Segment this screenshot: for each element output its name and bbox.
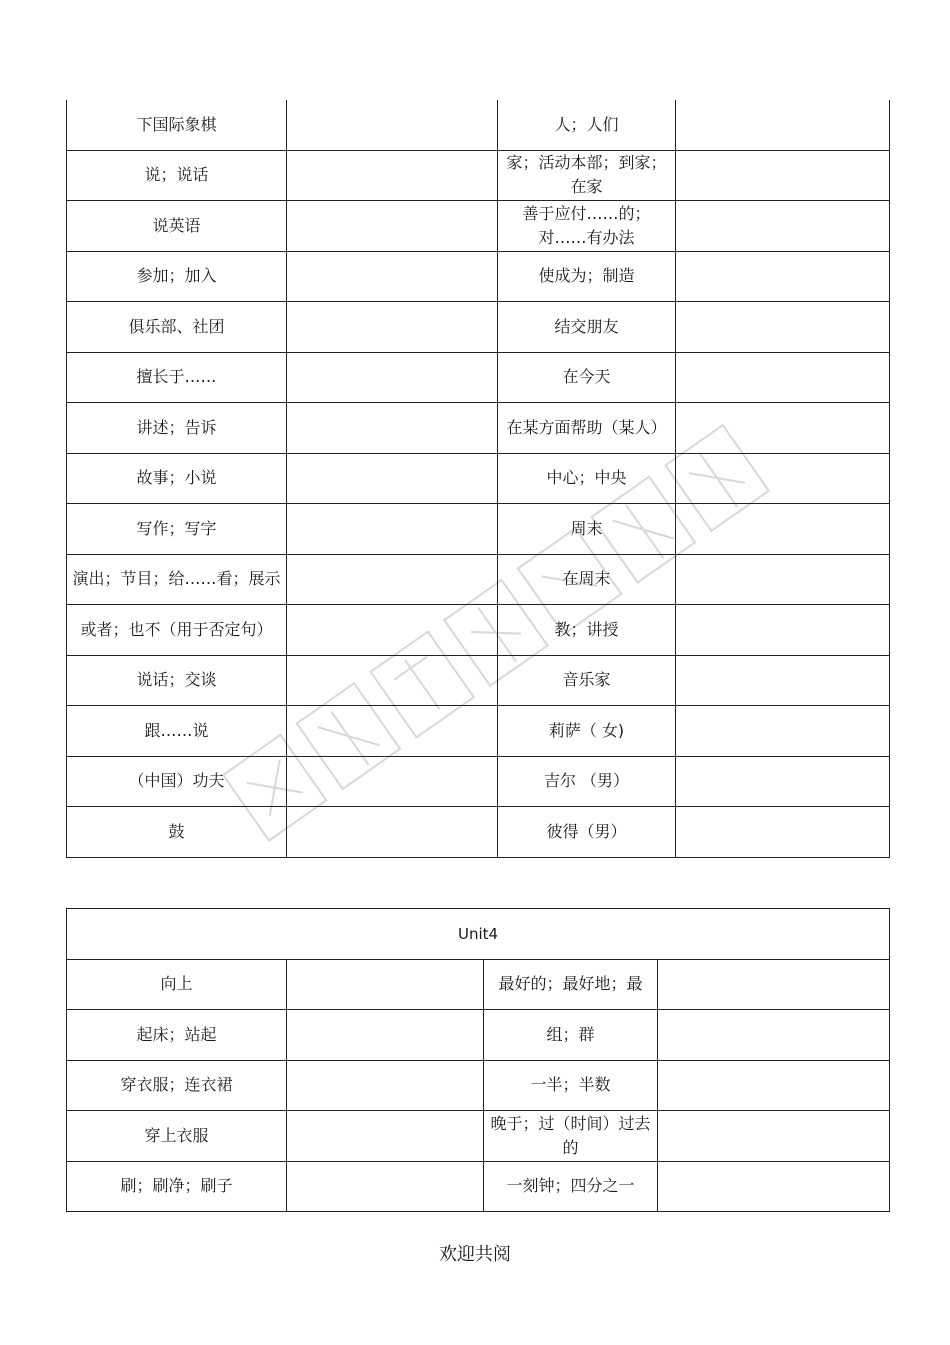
table-row xyxy=(67,959,890,1010)
answer-cell[interactable] xyxy=(287,1060,484,1111)
chinese-term-cell: 或者；也不（用于否定句） xyxy=(67,605,287,656)
table-row xyxy=(67,251,890,302)
chinese-term-cell: 周末 xyxy=(498,504,676,555)
unit-title: Unit4 xyxy=(67,909,890,960)
chinese-term-cell: 吉尔 （男） xyxy=(498,756,676,807)
chinese-term-cell: 鼓 xyxy=(67,807,287,858)
chinese-term-cell: 故事；小说 xyxy=(67,453,287,504)
unit-title-row xyxy=(67,909,890,960)
chinese-term-cell: 晚于；过（时间）过去的 xyxy=(484,1111,658,1162)
chinese-term-cell: 说话；交谈 xyxy=(67,655,287,706)
table-row xyxy=(67,150,890,201)
table-row xyxy=(67,756,890,807)
answer-cell[interactable] xyxy=(287,605,498,656)
answer-cell[interactable] xyxy=(287,504,498,555)
chinese-term-cell: 一半；半数 xyxy=(484,1060,658,1111)
vocab-table-unit4 xyxy=(66,908,890,1212)
chinese-term-cell: 下国际象棋 xyxy=(67,100,287,150)
table-row xyxy=(67,655,890,706)
answer-cell[interactable] xyxy=(676,655,890,706)
answer-cell[interactable] xyxy=(676,504,890,555)
chinese-term-cell: 在某方面帮助（某人） xyxy=(498,403,676,454)
chinese-term-cell: 穿衣服；连衣裙 xyxy=(67,1060,287,1111)
chinese-term-cell: 组；群 xyxy=(484,1010,658,1061)
chinese-term-cell: 参加；加入 xyxy=(67,251,287,302)
answer-cell[interactable] xyxy=(676,352,890,403)
answer-cell[interactable] xyxy=(287,251,498,302)
answer-cell[interactable] xyxy=(676,605,890,656)
answer-cell[interactable] xyxy=(287,1161,484,1212)
chinese-term-cell: 善于应付……的；对……有办法 xyxy=(498,201,676,252)
table-row xyxy=(67,1060,890,1111)
chinese-term-cell: 跟……说 xyxy=(67,706,287,757)
table-row xyxy=(67,554,890,605)
chinese-term-cell: 使成为；制造 xyxy=(498,251,676,302)
answer-cell[interactable] xyxy=(676,150,890,201)
answer-cell[interactable] xyxy=(676,706,890,757)
table-row xyxy=(67,605,890,656)
answer-cell[interactable] xyxy=(658,1010,890,1061)
table-row xyxy=(67,403,890,454)
answer-cell[interactable] xyxy=(287,1111,484,1162)
answer-cell[interactable] xyxy=(676,554,890,605)
answer-cell[interactable] xyxy=(287,100,498,150)
chinese-term-cell: （中国）功夫 xyxy=(67,756,287,807)
chinese-term-cell: 演出；节目；给……看；展示 xyxy=(67,554,287,605)
answer-cell[interactable] xyxy=(287,959,484,1010)
answer-cell[interactable] xyxy=(658,959,890,1010)
chinese-term-cell: 中心；中央 xyxy=(498,453,676,504)
answer-cell[interactable] xyxy=(287,453,498,504)
chinese-term-cell: 说；说话 xyxy=(67,150,287,201)
answer-cell[interactable] xyxy=(676,756,890,807)
answer-cell[interactable] xyxy=(287,706,498,757)
chinese-term-cell: 说英语 xyxy=(67,201,287,252)
answer-cell[interactable] xyxy=(676,453,890,504)
chinese-term-cell: 人；人们 xyxy=(498,100,676,150)
table-row xyxy=(67,1161,890,1212)
answer-cell[interactable] xyxy=(676,100,890,150)
answer-cell[interactable] xyxy=(287,201,498,252)
vocab-table-1 xyxy=(66,100,890,858)
chinese-term-cell: 起床；站起 xyxy=(67,1010,287,1061)
chinese-term-cell: 家；活动本部；到家；在家 xyxy=(498,150,676,201)
answer-cell[interactable] xyxy=(287,403,498,454)
chinese-term-cell: 在周末 xyxy=(498,554,676,605)
footer-text: 欢迎共阅 xyxy=(439,1244,511,1265)
answer-cell[interactable] xyxy=(287,150,498,201)
answer-cell[interactable] xyxy=(658,1111,890,1162)
answer-cell[interactable] xyxy=(287,807,498,858)
answer-cell[interactable] xyxy=(287,655,498,706)
chinese-term-cell: 擅长于…… xyxy=(67,352,287,403)
answer-cell[interactable] xyxy=(287,1010,484,1061)
chinese-term-cell: 一刻钟；四分之一 xyxy=(484,1161,658,1212)
table-row xyxy=(67,453,890,504)
chinese-term-cell: 讲述；告诉 xyxy=(67,403,287,454)
table-row xyxy=(67,302,890,353)
answer-cell[interactable] xyxy=(658,1161,890,1212)
chinese-term-cell: 刷；刷净；刷子 xyxy=(67,1161,287,1212)
answer-cell[interactable] xyxy=(676,302,890,353)
chinese-term-cell: 教；讲授 xyxy=(498,605,676,656)
chinese-term-cell: 莉萨（ 女) xyxy=(498,706,676,757)
chinese-term-cell: 穿上衣服 xyxy=(67,1111,287,1162)
table-row xyxy=(67,1111,890,1162)
answer-cell[interactable] xyxy=(676,201,890,252)
table-row xyxy=(67,100,890,150)
chinese-term-cell: 结交朋友 xyxy=(498,302,676,353)
answer-cell[interactable] xyxy=(287,302,498,353)
table-row xyxy=(67,201,890,252)
chinese-term-cell: 彼得（男） xyxy=(498,807,676,858)
table-row xyxy=(67,504,890,555)
chinese-term-cell: 向上 xyxy=(67,959,287,1010)
answer-cell[interactable] xyxy=(676,251,890,302)
answer-cell[interactable] xyxy=(658,1060,890,1111)
answer-cell[interactable] xyxy=(676,403,890,454)
chinese-term-cell: 俱乐部、社团 xyxy=(67,302,287,353)
chinese-term-cell: 音乐家 xyxy=(498,655,676,706)
answer-cell[interactable] xyxy=(676,807,890,858)
table-row xyxy=(67,352,890,403)
table-row xyxy=(67,706,890,757)
table-row xyxy=(67,1010,890,1061)
answer-cell[interactable] xyxy=(287,352,498,403)
chinese-term-cell: 最好的；最好地；最 xyxy=(484,959,658,1010)
chinese-term-cell: 在今天 xyxy=(498,352,676,403)
answer-cell[interactable] xyxy=(287,554,498,605)
answer-cell[interactable] xyxy=(287,756,498,807)
table-row xyxy=(67,807,890,858)
chinese-term-cell: 写作；写字 xyxy=(67,504,287,555)
